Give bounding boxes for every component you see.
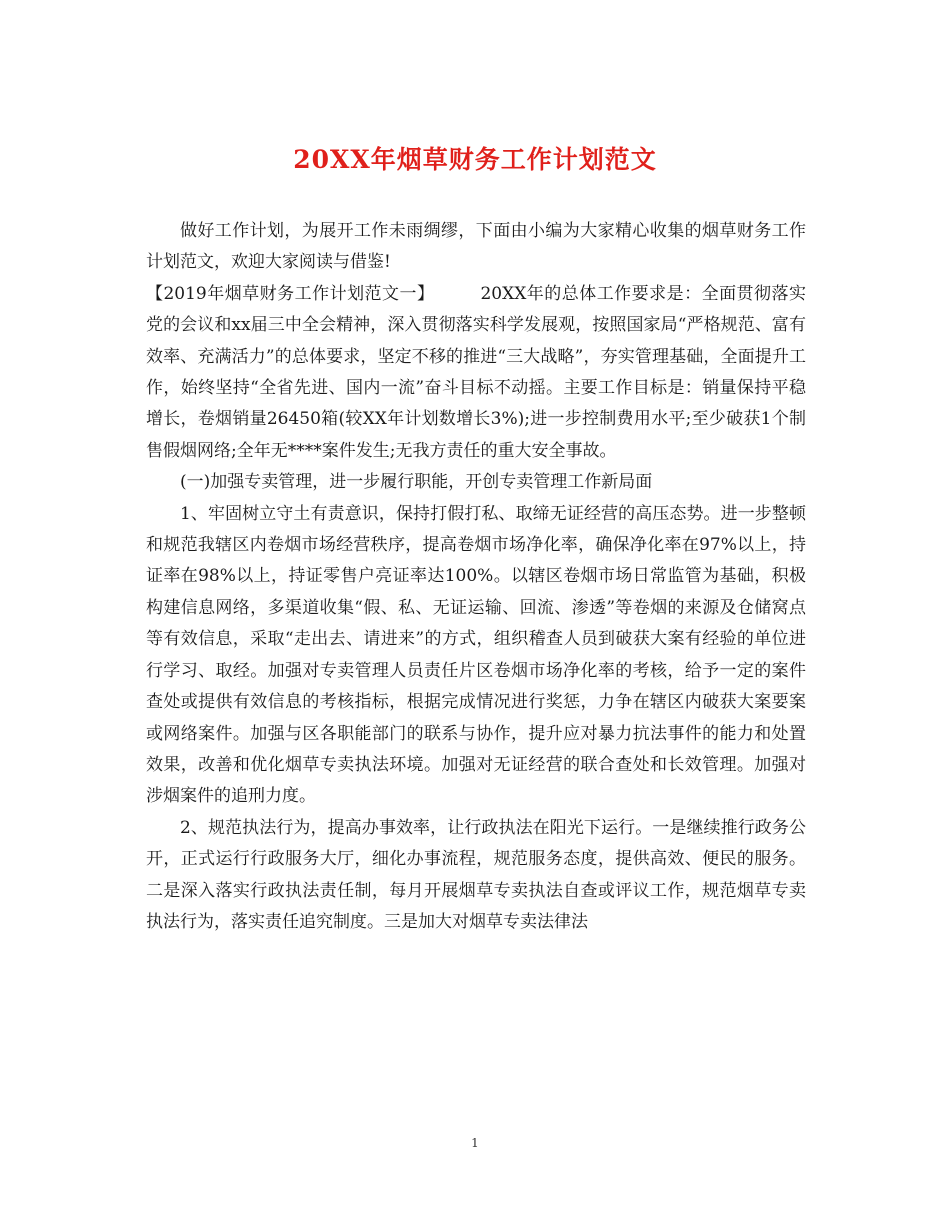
page-number: 1: [471, 1136, 479, 1150]
subheading-strengthen-monopoly: (一)加强专卖管理，进一步履行职能，开创专卖管理工作新局面: [180, 472, 653, 493]
paragraph-item-2: 2、规范执法行为，提高办事效率，让行政执法在阳光下运行。一是继续推行政务公开，正式运行行政服务大厅，细化办事流程，规范服务态度，提供高效、便民的服务。二是深入落实行政执法责任制，每月开展烟草专卖执法自查或评议工作，规范烟草专卖执法行为，落实责任追究制度。三是加大对烟草专卖法律法: [146, 817, 806, 932]
document-title: 20XX年烟草财务工作计划范文: [293, 145, 657, 174]
intro-paragraph: 做好工作计划，为展开工作未雨绸缪，下面由小编为大家精心收集的烟草财务工作计划范文，欢迎大家阅读与借鉴!: [146, 221, 806, 273]
document-body: [146, 216, 806, 938]
paragraph-item-1: 1、牢固树立守土有责意识，保持打假打私、取缔无证经营的高压态势。进一步整顿和规范我辖区内卷烟市场经营秩序，提高卷烟市场净化率，确保净化率在97%以上，持证率在98%以上，持证零售户亮证率达100%。以辖区卷烟市场日常监管为基础，积极构建信息网络，多渠道收集“假、私、无证运输、回流、渗透”等卷烟的来源及仓储窝点等有效信息，采取“走出去、请进来”的方式，组织稽查人员到破获大案有经验的单位进行学习、取经。加强对专卖管理人员责任片区卷烟市场净化率的考核，给予一定的案件查处或提供有效信息的考核指标，根据完成情况进行奖惩，力争在辖区内破获大案要案或网络案件。加强与区各职能部门的联系与协作，提升应对暴力抗法事件的能力和处置效果，改善和优化烟草专卖执法环境。加强对无证经营的联合查处和长效管理。加强对涉烟案件的追刑力度。: [146, 503, 806, 807]
section-heading: 【2019年烟草财务工作计划范文一】: [146, 283, 435, 304]
paragraph-general-requirements: 20XX年的总体工作要求是：全面贯彻落实党的会议和xx届三中全会精神，深入贯彻落实科学发展观，按照国家局“严格规范、富有效率、充满活力”的总体要求，坚定不移的推进“三大战略”，夯实管理基础，全面提升工作，始终坚持“全省先进、国内一流”奋斗目标不动摇。主要工作目标是：销量保持平稳增长，卷烟销量26450箱(较XX年计划数增长3%);进一步控制费用水平;至少破获1个制售假烟网络;全年无****案件发生;无我方责任的重大安全事故。: [146, 283, 806, 461]
section-paragraph: [146, 279, 806, 467]
